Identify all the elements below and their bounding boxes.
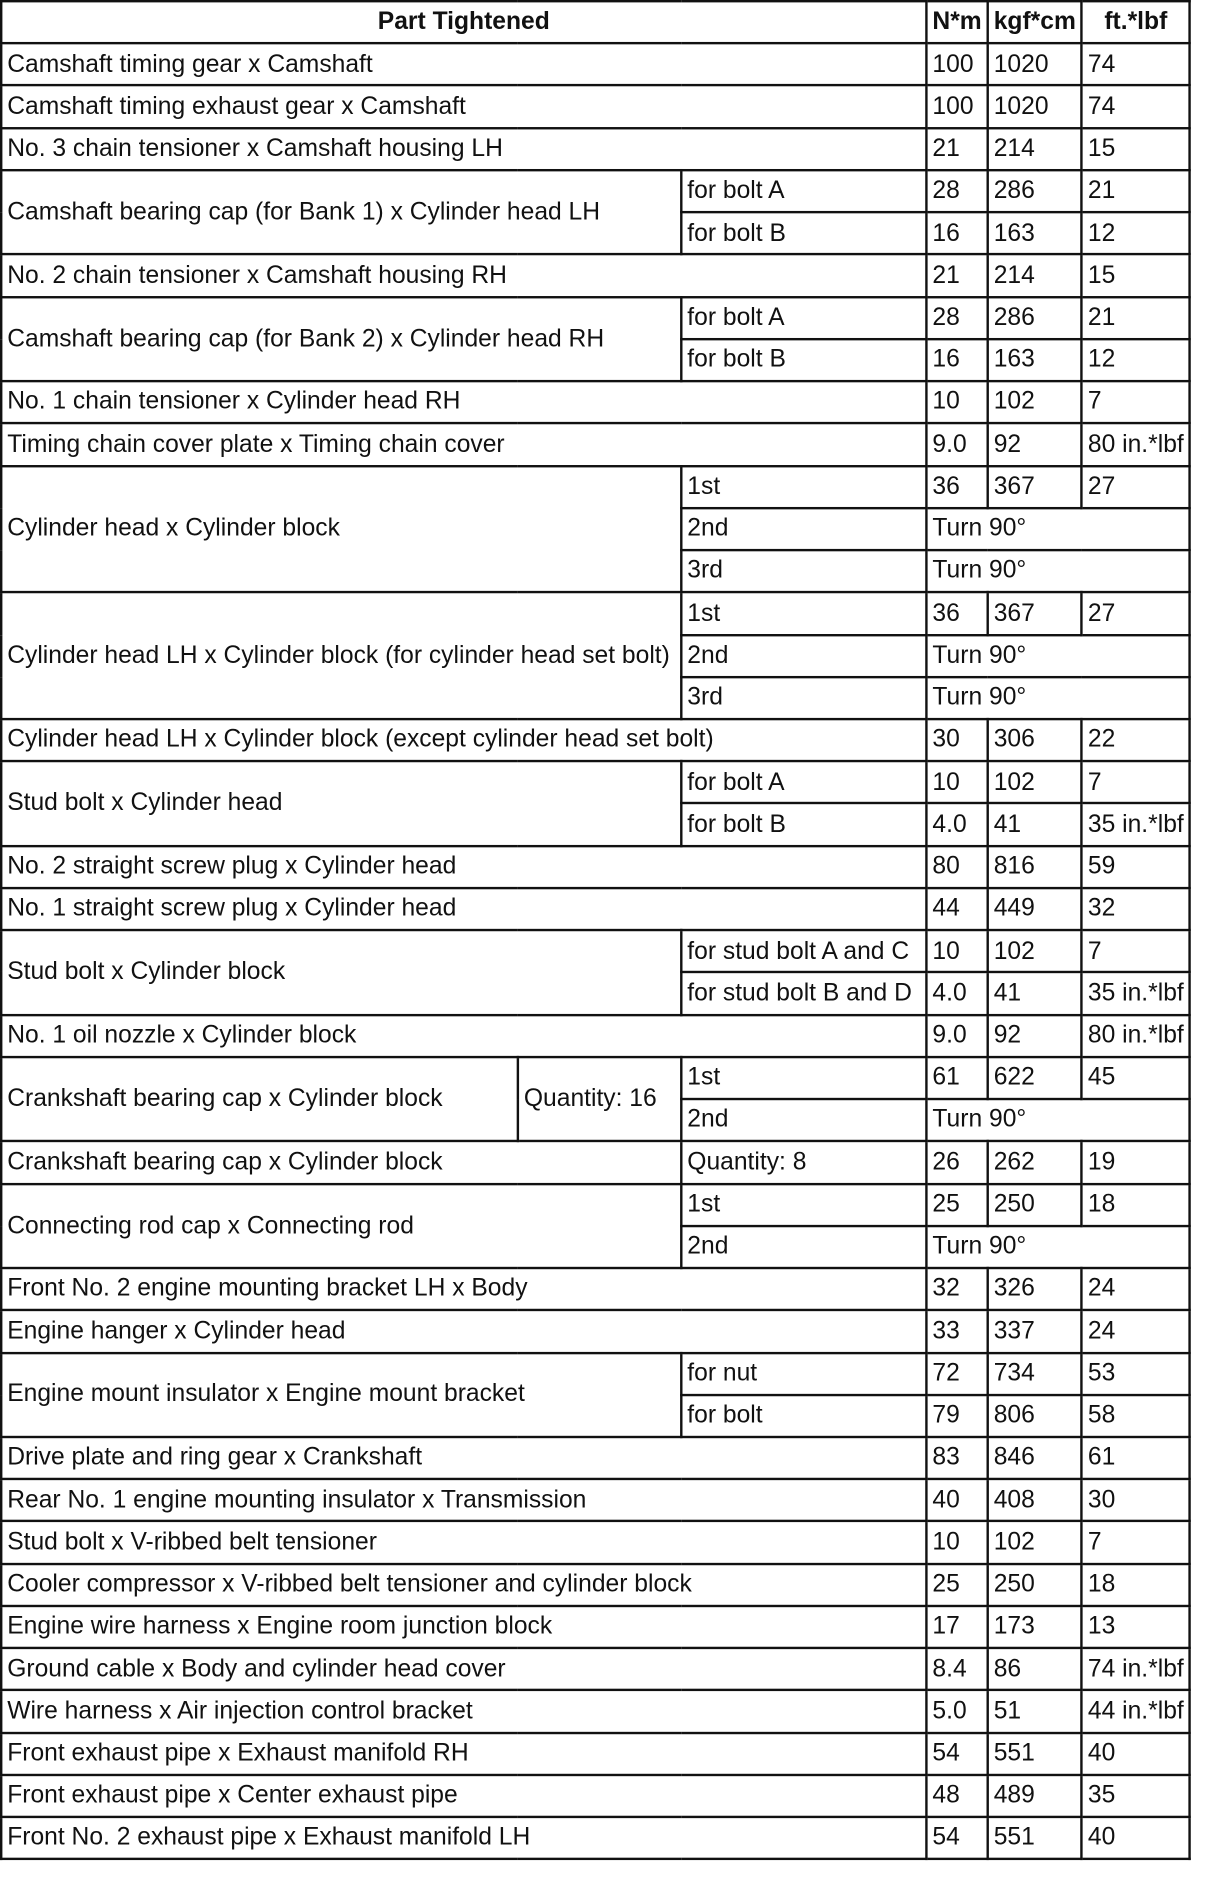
part-cell: No. 3 chain tensioner x Camshaft housing LH [1, 128, 926, 170]
header-ft-lbf: ft.*lbf [1082, 1, 1190, 43]
table-row [1, 1353, 1190, 1395]
nm-cell: 72 [926, 1353, 987, 1395]
nm-cell: 54 [926, 1817, 987, 1859]
ft-cell: 35 in.*lbf [1082, 804, 1190, 846]
ft-cell: 12 [1082, 212, 1190, 254]
table-row [1, 1184, 1190, 1226]
quantity-cell: Quantity: 8 [681, 1141, 926, 1183]
table-row [1, 86, 1190, 128]
nm-cell: 25 [926, 1184, 987, 1226]
part-cell: No. 1 straight screw plug x Cylinder head [1, 888, 926, 930]
ft-cell: 45 [1082, 1057, 1190, 1099]
header-part-tightened: Part Tightened [1, 1, 926, 43]
nm-cell: 28 [926, 297, 987, 339]
part-cell: Drive plate and ring gear x Crankshaft [1, 1437, 926, 1479]
sub-cell: for bolt B [681, 212, 926, 254]
sub-cell: for bolt A [681, 761, 926, 803]
part-cell: Cylinder head LH x Cylinder block (except cylinder head set bolt) [1, 719, 926, 761]
kgf-cell: 86 [988, 1648, 1082, 1690]
kgf-cell: 102 [988, 761, 1082, 803]
table-row [1, 846, 1190, 888]
table-row [1, 1648, 1190, 1690]
ft-cell: 18 [1082, 1564, 1190, 1606]
kgf-cell: 326 [988, 1268, 1082, 1310]
table-row [1, 1479, 1190, 1521]
ft-cell: 80 in.*lbf [1082, 1015, 1190, 1057]
sub-cell: for bolt A [681, 170, 926, 212]
sub-cell: for nut [681, 1353, 926, 1395]
nm-cell: 79 [926, 1395, 987, 1437]
nm-cell: 100 [926, 43, 987, 85]
kgf-cell: 41 [988, 972, 1082, 1014]
nm-cell: 16 [926, 212, 987, 254]
part-cell: No. 1 chain tensioner x Cylinder head RH [1, 381, 926, 423]
ft-cell: 58 [1082, 1395, 1190, 1437]
nm-cell: 48 [926, 1775, 987, 1817]
part-cell: Timing chain cover plate x Timing chain cover [1, 423, 926, 465]
ft-cell: 53 [1082, 1353, 1190, 1395]
table-row [1, 1690, 1190, 1732]
kgf-cell: 806 [988, 1395, 1082, 1437]
table-row [1, 1310, 1190, 1352]
nm-cell: 30 [926, 719, 987, 761]
sub-cell: 1st [681, 466, 926, 508]
turn-cell: Turn 90° [926, 677, 1189, 719]
sub-cell: 1st [681, 1057, 926, 1099]
kgf-cell: 92 [988, 1015, 1082, 1057]
kgf-cell: 1020 [988, 86, 1082, 128]
table-row [1, 761, 1190, 803]
nm-cell: 10 [926, 1521, 987, 1563]
header-nm: N*m [926, 1, 987, 43]
part-cell: Ground cable x Body and cylinder head cover [1, 1648, 926, 1690]
table-row [1, 43, 1190, 85]
part-cell: Cylinder head LH x Cylinder block (for cylinder head set bolt) [1, 592, 681, 719]
part-cell: Cooler compressor x V-ribbed belt tensioner and cylinder block [1, 1564, 926, 1606]
part-cell: Crankshaft bearing cap x Cylinder block [1, 1141, 681, 1183]
part-cell: Front No. 2 engine mounting bracket LH x Body [1, 1268, 926, 1310]
ft-cell: 59 [1082, 846, 1190, 888]
table-row [1, 1606, 1190, 1648]
ft-cell: 80 in.*lbf [1082, 423, 1190, 465]
ft-cell: 61 [1082, 1437, 1190, 1479]
kgf-cell: 846 [988, 1437, 1082, 1479]
part-cell: Front exhaust pipe x Center exhaust pipe [1, 1775, 926, 1817]
ft-cell: 7 [1082, 381, 1190, 423]
kgf-cell: 51 [988, 1690, 1082, 1732]
nm-cell: 21 [926, 128, 987, 170]
sub-cell: 2nd [681, 508, 926, 550]
table-row [1, 888, 1190, 930]
part-cell: Wire harness x Air injection control bracket [1, 1690, 926, 1732]
nm-cell: 25 [926, 1564, 987, 1606]
nm-cell: 33 [926, 1310, 987, 1352]
kgf-cell: 489 [988, 1775, 1082, 1817]
nm-cell: 26 [926, 1141, 987, 1183]
turn-cell: Turn 90° [926, 550, 1189, 592]
nm-cell: 36 [926, 592, 987, 634]
nm-cell: 10 [926, 930, 987, 972]
ft-cell: 22 [1082, 719, 1190, 761]
ft-cell: 24 [1082, 1310, 1190, 1352]
sub-cell: 2nd [681, 1226, 926, 1268]
sub-cell: for stud bolt A and C [681, 930, 926, 972]
nm-cell: 83 [926, 1437, 987, 1479]
part-cell: Camshaft timing gear x Camshaft [1, 43, 926, 85]
nm-cell: 17 [926, 1606, 987, 1648]
nm-cell: 16 [926, 339, 987, 381]
table-row [1, 1564, 1190, 1606]
ft-cell: 74 in.*lbf [1082, 1648, 1190, 1690]
table-row [1, 930, 1190, 972]
part-cell: Connecting rod cap x Connecting rod [1, 1184, 681, 1268]
nm-cell: 100 [926, 86, 987, 128]
turn-cell: Turn 90° [926, 1226, 1189, 1268]
kgf-cell: 173 [988, 1606, 1082, 1648]
sub-cell: 2nd [681, 1099, 926, 1141]
sub-cell: 2nd [681, 635, 926, 677]
part-cell: Stud bolt x V-ribbed belt tensioner [1, 1521, 926, 1563]
table-row [1, 466, 1190, 508]
table-row [1, 1437, 1190, 1479]
table-row [1, 170, 1190, 212]
sub-cell: for bolt B [681, 339, 926, 381]
kgf-cell: 214 [988, 128, 1082, 170]
nm-cell: 9.0 [926, 1015, 987, 1057]
nm-cell: 8.4 [926, 1648, 987, 1690]
header-kgf-cm: kgf*cm [988, 1, 1082, 43]
ft-cell: 15 [1082, 255, 1190, 297]
ft-cell: 7 [1082, 761, 1190, 803]
ft-cell: 18 [1082, 1184, 1190, 1226]
nm-cell: 32 [926, 1268, 987, 1310]
ft-cell: 21 [1082, 170, 1190, 212]
part-cell: No. 1 oil nozzle x Cylinder block [1, 1015, 926, 1057]
kgf-cell: 1020 [988, 43, 1082, 85]
part-cell: Stud bolt x Cylinder block [1, 930, 681, 1014]
ft-cell: 74 [1082, 86, 1190, 128]
kgf-cell: 367 [988, 466, 1082, 508]
sub-cell: 1st [681, 1184, 926, 1226]
part-cell: Cylinder head x Cylinder block [1, 466, 681, 593]
kgf-cell: 408 [988, 1479, 1082, 1521]
kgf-cell: 306 [988, 719, 1082, 761]
table-row [1, 592, 1190, 634]
table-row [1, 1015, 1190, 1057]
ft-cell: 7 [1082, 930, 1190, 972]
table-row [1, 255, 1190, 297]
part-cell: Engine wire harness x Engine room junction block [1, 1606, 926, 1648]
table-row [1, 1733, 1190, 1775]
nm-cell: 44 [926, 888, 987, 930]
ft-cell: 44 in.*lbf [1082, 1690, 1190, 1732]
nm-cell: 4.0 [926, 804, 987, 846]
part-cell: Front exhaust pipe x Exhaust manifold RH [1, 1733, 926, 1775]
turn-cell: Turn 90° [926, 635, 1189, 677]
ft-cell: 35 [1082, 1775, 1190, 1817]
nm-cell: 10 [926, 761, 987, 803]
ft-cell: 32 [1082, 888, 1190, 930]
part-cell: Crankshaft bearing cap x Cylinder block [1, 1057, 518, 1141]
kgf-cell: 734 [988, 1353, 1082, 1395]
nm-cell: 36 [926, 466, 987, 508]
sub-cell: for bolt [681, 1395, 926, 1437]
sub-cell: 1st [681, 592, 926, 634]
kgf-cell: 92 [988, 423, 1082, 465]
table-row [1, 1775, 1190, 1817]
part-cell: No. 2 chain tensioner x Camshaft housing RH [1, 255, 926, 297]
table-row [1, 719, 1190, 761]
nm-cell: 61 [926, 1057, 987, 1099]
table-row [1, 1057, 1190, 1099]
table-row [1, 297, 1190, 339]
kgf-cell: 551 [988, 1817, 1082, 1859]
kgf-cell: 816 [988, 846, 1082, 888]
kgf-cell: 286 [988, 170, 1082, 212]
kgf-cell: 102 [988, 1521, 1082, 1563]
table-row [1, 1521, 1190, 1563]
kgf-cell: 41 [988, 804, 1082, 846]
kgf-cell: 214 [988, 255, 1082, 297]
nm-cell: 4.0 [926, 972, 987, 1014]
ft-cell: 15 [1082, 128, 1190, 170]
nm-cell: 21 [926, 255, 987, 297]
table-row [1, 381, 1190, 423]
nm-cell: 9.0 [926, 423, 987, 465]
kgf-cell: 163 [988, 212, 1082, 254]
part-cell: Camshaft bearing cap (for Bank 2) x Cylinder head RH [1, 297, 681, 381]
kgf-cell: 102 [988, 930, 1082, 972]
sub-cell: for stud bolt B and D [681, 972, 926, 1014]
kgf-cell: 367 [988, 592, 1082, 634]
ft-cell: 27 [1082, 466, 1190, 508]
ft-cell: 27 [1082, 592, 1190, 634]
ft-cell: 21 [1082, 297, 1190, 339]
kgf-cell: 250 [988, 1184, 1082, 1226]
turn-cell: Turn 90° [926, 1099, 1189, 1141]
turn-cell: Turn 90° [926, 508, 1189, 550]
ft-cell: 40 [1082, 1817, 1190, 1859]
ft-cell: 12 [1082, 339, 1190, 381]
sub-cell: for bolt B [681, 804, 926, 846]
nm-cell: 54 [926, 1733, 987, 1775]
part-cell: Camshaft bearing cap (for Bank 1) x Cylinder head LH [1, 170, 681, 254]
table-header-row [1, 1, 1190, 43]
kgf-cell: 250 [988, 1564, 1082, 1606]
part-cell: Rear No. 1 engine mounting insulator x Transmission [1, 1479, 926, 1521]
kgf-cell: 102 [988, 381, 1082, 423]
sub-cell: 3rd [681, 677, 926, 719]
ft-cell: 35 in.*lbf [1082, 972, 1190, 1014]
kgf-cell: 286 [988, 297, 1082, 339]
sub-cell: for bolt A [681, 297, 926, 339]
part-cell: Stud bolt x Cylinder head [1, 761, 681, 845]
nm-cell: 10 [926, 381, 987, 423]
ft-cell: 19 [1082, 1141, 1190, 1183]
table-row [1, 423, 1190, 465]
table-row [1, 1268, 1190, 1310]
ft-cell: 74 [1082, 43, 1190, 85]
part-cell: Engine mount insulator x Engine mount bracket [1, 1353, 681, 1437]
table-row [1, 1817, 1190, 1859]
kgf-cell: 337 [988, 1310, 1082, 1352]
part-cell: No. 2 straight screw plug x Cylinder head [1, 846, 926, 888]
table-row [1, 128, 1190, 170]
nm-cell: 28 [926, 170, 987, 212]
quantity-cell: Quantity: 16 [518, 1057, 681, 1141]
ft-cell: 30 [1082, 1479, 1190, 1521]
part-cell: Engine hanger x Cylinder head [1, 1310, 926, 1352]
ft-cell: 40 [1082, 1733, 1190, 1775]
nm-cell: 80 [926, 846, 987, 888]
nm-cell: 5.0 [926, 1690, 987, 1732]
sub-cell: 3rd [681, 550, 926, 592]
kgf-cell: 262 [988, 1141, 1082, 1183]
kgf-cell: 551 [988, 1733, 1082, 1775]
ft-cell: 7 [1082, 1521, 1190, 1563]
ft-cell: 13 [1082, 1606, 1190, 1648]
kgf-cell: 449 [988, 888, 1082, 930]
ft-cell: 24 [1082, 1268, 1190, 1310]
part-cell: Front No. 2 exhaust pipe x Exhaust manifold LH [1, 1817, 926, 1859]
table-row [1, 1141, 1190, 1183]
part-cell: Camshaft timing exhaust gear x Camshaft [1, 86, 926, 128]
nm-cell: 40 [926, 1479, 987, 1521]
kgf-cell: 622 [988, 1057, 1082, 1099]
kgf-cell: 163 [988, 339, 1082, 381]
